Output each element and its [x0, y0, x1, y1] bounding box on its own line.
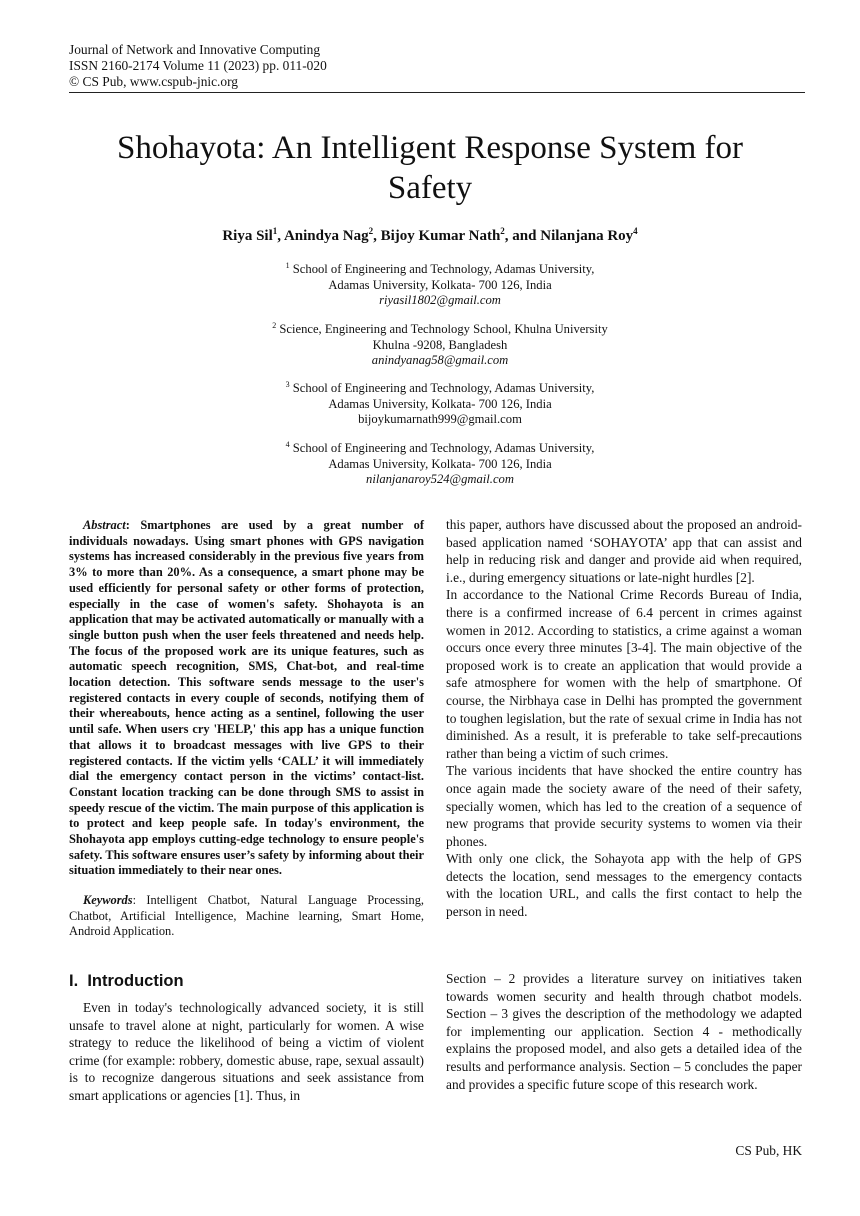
affil-email: nilanjanaroy524@gmail.com — [366, 472, 514, 486]
author-separator: , — [373, 228, 381, 244]
affil-line: School of Engineering and Technology, Adamas University, — [292, 262, 595, 277]
affil-email: bijoykumarnath999@gmail.com — [358, 412, 522, 426]
journal-publisher: © CS Pub, www.cspub-jnic.org — [69, 74, 239, 89]
author-separator: , and — [504, 228, 541, 244]
affiliation-3 — [0, 377, 860, 427]
affil-mark: 4 — [285, 440, 290, 449]
affil-email: anindyanag58@gmail.com — [371, 353, 509, 367]
affil-line: School of Engineering and Technology, Adamas University, — [292, 441, 595, 456]
abstract-label: Abstract — [83, 518, 126, 532]
affiliation-1 — [0, 258, 860, 308]
author-affil-mark: 4 — [633, 226, 638, 236]
affil-email: riyasil1802@gmail.com — [379, 293, 501, 307]
paragraph: The various incidents that have shocked the entire country has once again made the society aware of the need of their safety, specially women, which has led to the creation of a sequence of new programs that provide security systems to women via their phones. — [446, 763, 802, 849]
affil-mark: 3 — [285, 380, 290, 389]
journal-name: Journal of Network and Innovative Computing — [69, 42, 321, 57]
author-affil-mark: 2 — [368, 226, 374, 236]
journal-header — [69, 42, 327, 90]
author-name: Bijoy Kumar Nath — [380, 228, 501, 244]
paragraph: In accordance to the National Crime Records Bureau of India, there is a confirmed increase of 6.4 percent in crimes against women in 2012. According to statistics, a crime against a woman occurs once every three minutes [3-4]. The main objective of the proposed work is to create an application that would provide a safe atmosphere for women with the help of smartphone. Of course, the Nirbhaya case in Delhi has prompted the government to toughen legislation, but the rate of sexual crime in India has not diminished. As a result, it is preferable to take self-precautions rather than being a victim of such crimes. — [446, 587, 802, 761]
author-affil-mark: 1 — [272, 226, 278, 236]
author-separator: , — [277, 228, 284, 244]
author-name: Nilanjana Roy — [540, 228, 634, 244]
author-list — [0, 226, 860, 245]
affil-line: School of Engineering and Technology, Adamas University, — [292, 381, 595, 396]
affil-address: Khulna -9208, Bangladesh — [372, 337, 508, 352]
affil-mark: 2 — [272, 321, 277, 330]
abstract-text: : Smartphones are used by a great number of individuals nowadays. Using smart phones with GPS navigation systems has increased considerably in the previous five years from 3% to more than 20%. As a consequence, a smart phone may be used efficiently for personal safety or other forms of protection, especially in the case of women's safety. Shohayota is an application that may be activated automatically or manually with a single button push when the user feels threatened and needs help. The focus of the proposed work are its unique features, such as automatic speech recognition, SMS, Chat-bot, and real-time location detection. This software sends message to the user's registered contacts in every couple of seconds, notifying them of their whereabouts, hence acting as a sentinel, following the user until safe. When users cry 'HELP,' this app has a unique function that allows it to broadcast messages with live GPS to their registered contacts. If the victim yells ‘CALL’ it will immediately dial the emergency contact person in the victims’ contact-list. Constant location tracking can be done through SMS to assist in speedy rescue of the victim. The main purpose of this application is to protect and keep people safe. In today's environment, the Shohayota app employs cutting-edge technology to ensure people's safety. This software ensures user’s safety by informing about their situation immediately to their near ones. — [69, 518, 424, 878]
paper-title: Shohayota: An Intelligent Response System for Safety — [116, 130, 744, 206]
affiliation-4 — [0, 437, 860, 487]
paragraph: With only one click, the Sohayota app with the help of GPS detects the location, send messages to the emergency contacts with the location URL, and calls the first contact to help the person in need. — [446, 851, 802, 920]
paragraph: this paper, authors have discussed about the proposed an android-based application named ‘SOHAYOTA’ app that can assist and help in reducing risk and danger and provide aid when required, i.e., during emergency situations or late-night hurdles [2]. — [446, 517, 802, 585]
section-title: Introduction — [87, 972, 184, 990]
affil-address: Adamas University, Kolkata- 700 126, India — [328, 456, 552, 471]
section-number: I. — [69, 972, 79, 990]
keywords — [69, 893, 424, 940]
section-heading — [69, 972, 184, 991]
abstract — [69, 518, 424, 879]
affil-line: Science, Engineering and Technology School, Khulna University — [279, 322, 608, 337]
affil-address: Adamas University, Kolkata- 700 126, India — [328, 277, 552, 292]
author-affil-mark: 2 — [500, 226, 505, 236]
right-column-body — [446, 516, 802, 921]
journal-issn: ISSN 2160-2174 Volume 11 (2023) pp. 011-020 — [69, 58, 327, 73]
author-name: Anindya Nag — [283, 228, 369, 244]
affil-mark: 1 — [285, 261, 290, 270]
header-rule — [69, 92, 805, 93]
affil-address: Adamas University, Kolkata- 700 126, India — [328, 396, 552, 411]
affiliation-2 — [0, 318, 860, 368]
intro-paragraph: Even in today's technologically advanced society, it is still unsafe to travel alone at night, particularly for women. A wise strategy to reduce the likelihood of being a victim of violent crime (for example: robbery, domestic abuse, rape, sexual assault) is to recognize dangerous situations and seek assistance from smart applications or agencies [1]. Thus, in — [69, 1000, 424, 1103]
page-footer: CS Pub, HK — [735, 1143, 802, 1158]
keywords-label: Keywords — [83, 893, 133, 907]
keywords-text: : Intelligent Chatbot, Natural Language Processing, Chatbot, Artificial Intelligence, Machine learning, Smart Home, Android Application. — [69, 893, 424, 939]
section-outline-paragraph: Section – 2 provides a literature survey on initiatives taken towards women security and health through chatbot models. Section – 3 gives the description of the methodology we adapted for implementing our application. Section 4 - methodically explains the proposed model, and also gets a detailed idea of the results and performance analysis. Section – 5 concludes the paper and provides a specific future scope of this research work. — [446, 971, 802, 1092]
author-name: Riya Sil — [222, 228, 273, 244]
